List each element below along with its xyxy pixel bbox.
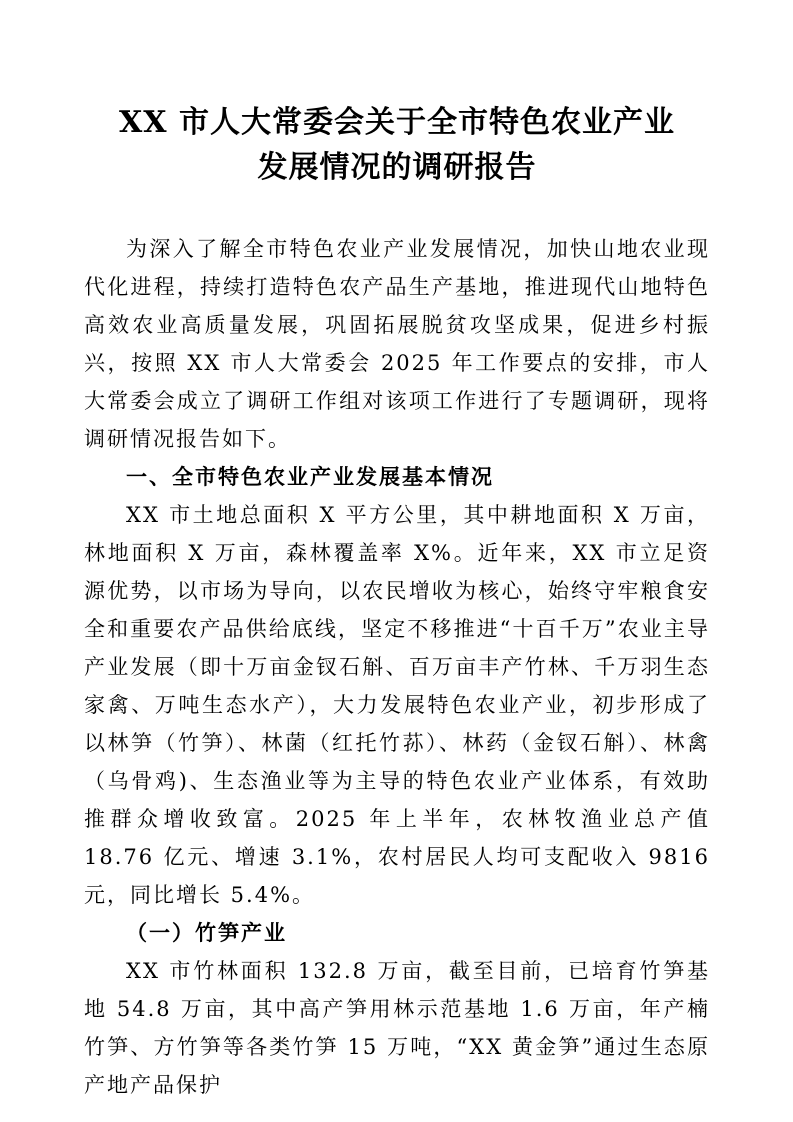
document-title (84, 100, 710, 190)
section-1-paragraph: XX 市土地总面积 X 平方公里，其中耕地面积 X 万亩，林地面积 X 万亩，森林覆盖率 X%。近年来，XX 市立足资源优势，以市场为导向，以农民增收为核心，始终守牢粮食安全和重要农产品供给底线，坚定不移推进“十百千万”农业主导产业发展（即十万亩金钗石斛、百万亩丰产竹林、千万羽生态家禽、万吨生态水产），大力发展特色农业产业，初步形成了以林笋（竹笋）、林菌（红托竹荪）、林药（金钗石斛）、林禽（乌骨鸡)、生态渔业等为主导的特色农业产业体系，有效助推群众增收致富。2025 年上半年，农林牧渔业总产值 18.76 亿元、增速 3.1%，农村居民人均可支配收入 9816 元，同比增长 5.4%。 (84, 503, 710, 907)
section-1-heading: 一、全市特色农业产业发展基本情况 (126, 465, 494, 489)
subsection-1-1-paragraph: XX 市竹林面积 132.8 万亩，截至目前，已培育竹笋基地 54.8 万亩，其中高产笋用林示范基地 1.6 万亩，年产楠竹笋、方竹笋等各类竹笋 15 万吨，“XX 黄金笋”通过生态原产地产品保护 (84, 959, 710, 1097)
subsection-1-1-heading: （一）竹笋产业 (126, 920, 287, 945)
document-title-line-2: 发展情况的调研报告 (257, 150, 537, 185)
document-title-line-1: XX 市人大常委会关于全市特色农业产业 (119, 105, 675, 140)
intro-paragraph: 为深入了解全市特色农业产业发展情况，加快山地农业现代化进程，持续打造特色农产品生产基地，推进现代山地特色高效农业高质量发展，巩固拓展脱贫攻坚成果，促进乡村振兴，按照 XX 市人大常委会 2025 年工作要点的安排，市人大常委会成立了调研工作组对该项工作进行了专题调研，现将调研情况报告如下。 (84, 237, 710, 451)
